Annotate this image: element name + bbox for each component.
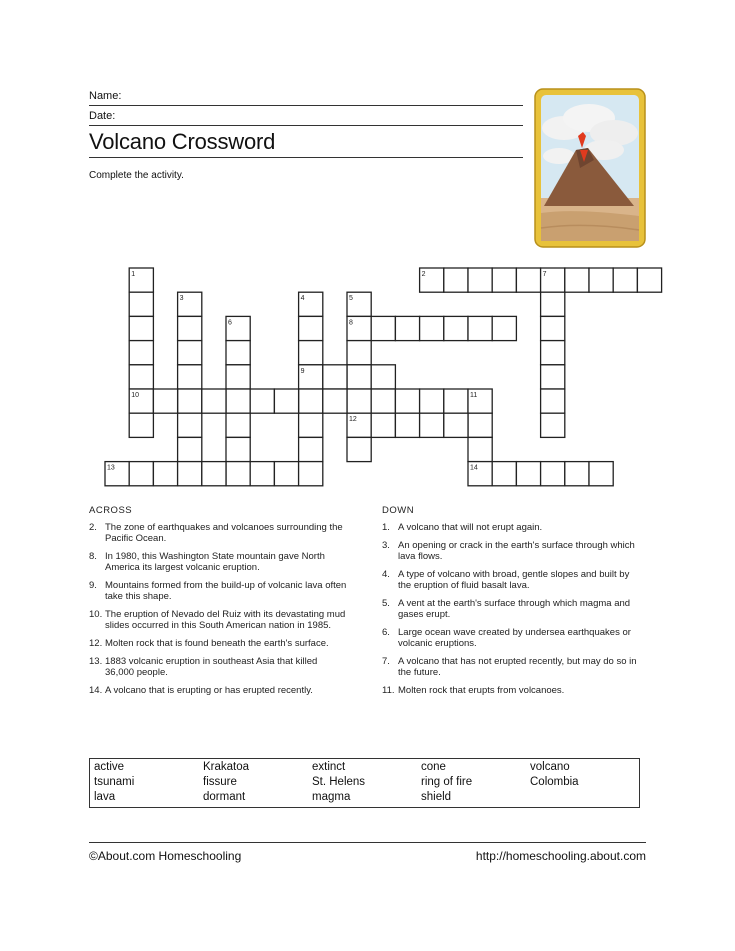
clue-number: 4. — [382, 569, 390, 580]
clue-across-14 — [89, 685, 347, 696]
crossword-cell[interactable] — [129, 341, 153, 365]
crossword-cell[interactable] — [613, 268, 637, 292]
across-heading: ACROSS — [89, 505, 133, 516]
crossword-cell[interactable] — [565, 268, 589, 292]
clue-across-2 — [89, 522, 347, 544]
clue-down-11 — [382, 685, 644, 696]
clue-number-label: 8 — [349, 319, 353, 327]
clue-down-5 — [382, 598, 644, 620]
crossword-cell[interactable] — [129, 365, 153, 389]
crossword-cell[interactable] — [178, 316, 202, 340]
clue-number: 6. — [382, 627, 390, 638]
clue-text: A volcano that has not erupted recently, but may do so in the future. — [398, 656, 637, 678]
clue-text: 1883 volcanic eruption in southeast Asia that killed 36,000 people. — [105, 656, 318, 678]
crossword-cell[interactable] — [516, 268, 540, 292]
crossword-cell[interactable] — [468, 413, 492, 437]
clue-across-9 — [89, 580, 347, 602]
crossword-cell[interactable] — [420, 413, 444, 437]
crossword-cell[interactable] — [226, 462, 250, 486]
crossword-cell[interactable] — [129, 462, 153, 486]
crossword-cell[interactable] — [468, 268, 492, 292]
crossword-cell[interactable] — [541, 316, 565, 340]
crossword-cell[interactable] — [516, 462, 540, 486]
crossword-cell[interactable] — [347, 365, 371, 389]
footer-url[interactable]: http://homeschooling.about.com — [475, 849, 646, 863]
crossword-cell[interactable] — [226, 413, 250, 437]
crossword-cell[interactable] — [153, 462, 177, 486]
crossword-cell[interactable] — [299, 316, 323, 340]
crossword-cell[interactable] — [299, 413, 323, 437]
word-bank-item: Colombia — [530, 776, 579, 788]
crossword-cell[interactable] — [395, 389, 419, 413]
clue-text: An opening or crack in the earth's surface through which lava flows. — [398, 540, 635, 562]
clue-down-3 — [382, 540, 644, 562]
clue-text: Molten rock that erupts from volcanoes. — [398, 685, 565, 696]
clue-number: 11. — [382, 685, 395, 696]
instructions: Complete the activity. — [89, 170, 184, 181]
clue-text: The zone of earthquakes and volcanoes surrounding the Pacific Ocean. — [105, 522, 343, 544]
clue-number-label: 14 — [470, 464, 478, 472]
crossword-cell[interactable] — [226, 341, 250, 365]
crossword-cell[interactable] — [468, 316, 492, 340]
crossword-cell[interactable] — [226, 365, 250, 389]
crossword-cell[interactable] — [129, 413, 153, 437]
crossword-cell[interactable] — [202, 389, 226, 413]
clue-number-label: 6 — [228, 319, 232, 327]
clue-number: 1. — [382, 522, 390, 533]
word-bank-item: extinct — [312, 761, 346, 773]
crossword-cell[interactable] — [589, 462, 613, 486]
crossword-cell[interactable] — [541, 413, 565, 437]
crossword-cell[interactable] — [250, 462, 274, 486]
crossword-cell[interactable] — [178, 365, 202, 389]
word-bank-item: fissure — [203, 776, 237, 788]
crossword-cell[interactable] — [420, 316, 444, 340]
clue-down-1 — [382, 522, 644, 533]
word-bank-item: magma — [312, 791, 351, 803]
clue-text: Large ocean wave created by undersea earthquakes or volcanic eruptions. — [398, 627, 631, 649]
clue-number-label: 4 — [300, 295, 305, 303]
crossword-cell[interactable] — [347, 389, 371, 413]
clue-text: In 1980, this Washington State mountain gave North America its largest volcanic eruption. — [105, 551, 325, 573]
down-clues — [382, 505, 644, 703]
clue-across-8 — [89, 551, 347, 573]
crossword-cell[interactable] — [323, 389, 347, 413]
page-title: Volcano Crossword — [89, 129, 276, 154]
crossword-cell[interactable] — [444, 268, 468, 292]
crossword-cell[interactable] — [299, 437, 323, 461]
clue-text: A type of volcano with broad, gentle slopes and built by the eruption of fluid basalt lava. — [398, 569, 630, 591]
crossword-cell[interactable] — [347, 437, 371, 461]
footer-copyright: ©About.com Homeschooling — [89, 849, 242, 863]
clue-number: 12. — [89, 638, 103, 649]
crossword-cell[interactable] — [492, 268, 516, 292]
crossword-cell[interactable] — [444, 316, 468, 340]
crossword-cell[interactable] — [371, 413, 395, 437]
crossword-cell[interactable] — [371, 389, 395, 413]
clue-number: 2. — [89, 522, 97, 533]
clue-number-label: 9 — [300, 367, 305, 375]
clue-text: Molten rock that is found beneath the earth's surface. — [105, 638, 329, 649]
clue-text: The eruption of Nevado del Ruiz with its devastating mud slides occurred in this South American nation in 1985. — [105, 609, 346, 631]
clue-across-10 — [89, 609, 347, 631]
clue-down-6 — [382, 627, 644, 649]
crossword-cell[interactable] — [178, 462, 202, 486]
crossword-cell[interactable] — [250, 389, 274, 413]
clue-number-label: 1 — [131, 271, 136, 278]
crossword-cell[interactable] — [541, 292, 565, 316]
word-bank-item: cone — [421, 761, 446, 773]
crossword-cell[interactable] — [371, 316, 395, 340]
crossword-cell[interactable] — [226, 437, 250, 461]
clue-number: 10. — [89, 609, 103, 620]
crossword-cell[interactable] — [226, 389, 250, 413]
clue-text: A volcano that will not erupt again. — [398, 522, 543, 533]
word-bank-item: shield — [421, 791, 452, 803]
crossword-cell[interactable] — [178, 413, 202, 437]
clue-across-12 — [89, 638, 347, 649]
clue-down-7 — [382, 656, 644, 678]
across-clues — [89, 505, 347, 703]
clue-number-label: 12 — [349, 416, 357, 424]
crossword-cell[interactable] — [129, 292, 153, 316]
word-bank-item: tsunami — [94, 776, 135, 788]
clue-number-label: 3 — [179, 295, 184, 303]
crossword-cell[interactable] — [178, 389, 202, 413]
clue-number-label: 10 — [131, 392, 139, 399]
crossword-cell[interactable] — [420, 389, 444, 413]
crossword-cell[interactable] — [299, 341, 323, 365]
clue-number-label: 2 — [421, 271, 426, 278]
clue-number: 14. — [89, 685, 103, 696]
word-bank-item: Krakatoa — [203, 761, 250, 773]
down-heading: DOWN — [382, 505, 415, 516]
name-label: Name: — [89, 90, 122, 102]
date-label: Date: — [89, 110, 116, 122]
clue-number-label: 7 — [542, 271, 547, 278]
word-bank-item: St. Helens — [312, 776, 366, 788]
word-bank — [89, 758, 640, 808]
clue-number: 5. — [382, 598, 390, 609]
crossword-cell[interactable] — [541, 341, 565, 365]
word-bank-item: dormant — [203, 791, 246, 803]
crossword-cell[interactable] — [274, 462, 298, 486]
crossword-cell[interactable] — [178, 437, 202, 461]
clue-text: A volcano that is erupting or has erupted recently. — [105, 685, 313, 696]
clue-number: 9. — [89, 580, 97, 591]
crossword-cell[interactable] — [395, 413, 419, 437]
footer-divider — [89, 842, 646, 843]
clue-number: 7. — [382, 656, 390, 667]
crossword-cell[interactable] — [153, 389, 177, 413]
word-bank-item: volcano — [530, 761, 570, 773]
clue-number-label: 5 — [349, 295, 353, 303]
word-bank-item: lava — [94, 791, 116, 803]
crossword-cell[interactable] — [492, 462, 516, 486]
crossword-cell[interactable] — [541, 462, 565, 486]
crossword-cell[interactable] — [347, 341, 371, 365]
crossword-cell[interactable] — [541, 365, 565, 389]
crossword-cell[interactable] — [371, 365, 395, 389]
crossword-cell[interactable] — [468, 437, 492, 461]
clue-number: 13. — [89, 656, 103, 667]
crossword-cell[interactable] — [299, 389, 323, 413]
clue-number-label: 13 — [107, 464, 115, 472]
clue-down-4 — [382, 569, 644, 591]
crossword-cell[interactable] — [202, 462, 226, 486]
crossword-cell[interactable] — [274, 389, 298, 413]
crossword-cell[interactable] — [541, 389, 565, 413]
crossword-cell[interactable] — [492, 316, 516, 340]
crossword-cell[interactable] — [178, 341, 202, 365]
crossword-cell[interactable] — [637, 268, 661, 292]
crossword-cell[interactable] — [444, 413, 468, 437]
word-bank-item: active — [94, 761, 125, 773]
crossword-cell[interactable] — [323, 365, 347, 389]
clue-across-13 — [89, 656, 347, 678]
clue-number: 3. — [382, 540, 390, 551]
clue-text: A vent at the earth's surface through which magma and gases erupt. — [398, 598, 631, 620]
word-bank-item: ring of fire — [421, 776, 473, 788]
crossword-cell[interactable] — [589, 268, 613, 292]
crossword-cell[interactable] — [395, 316, 419, 340]
clue-text: Mountains formed from the build-up of volcanic lava often take this shape. — [105, 580, 347, 602]
clue-number: 8. — [89, 551, 97, 562]
word-bank-item — [530, 791, 639, 806]
crossword-cell[interactable] — [129, 316, 153, 340]
crossword-cell[interactable] — [444, 389, 468, 413]
crossword-cell[interactable] — [565, 462, 589, 486]
crossword-cell[interactable] — [299, 462, 323, 486]
clue-number-label: 11 — [470, 392, 478, 399]
